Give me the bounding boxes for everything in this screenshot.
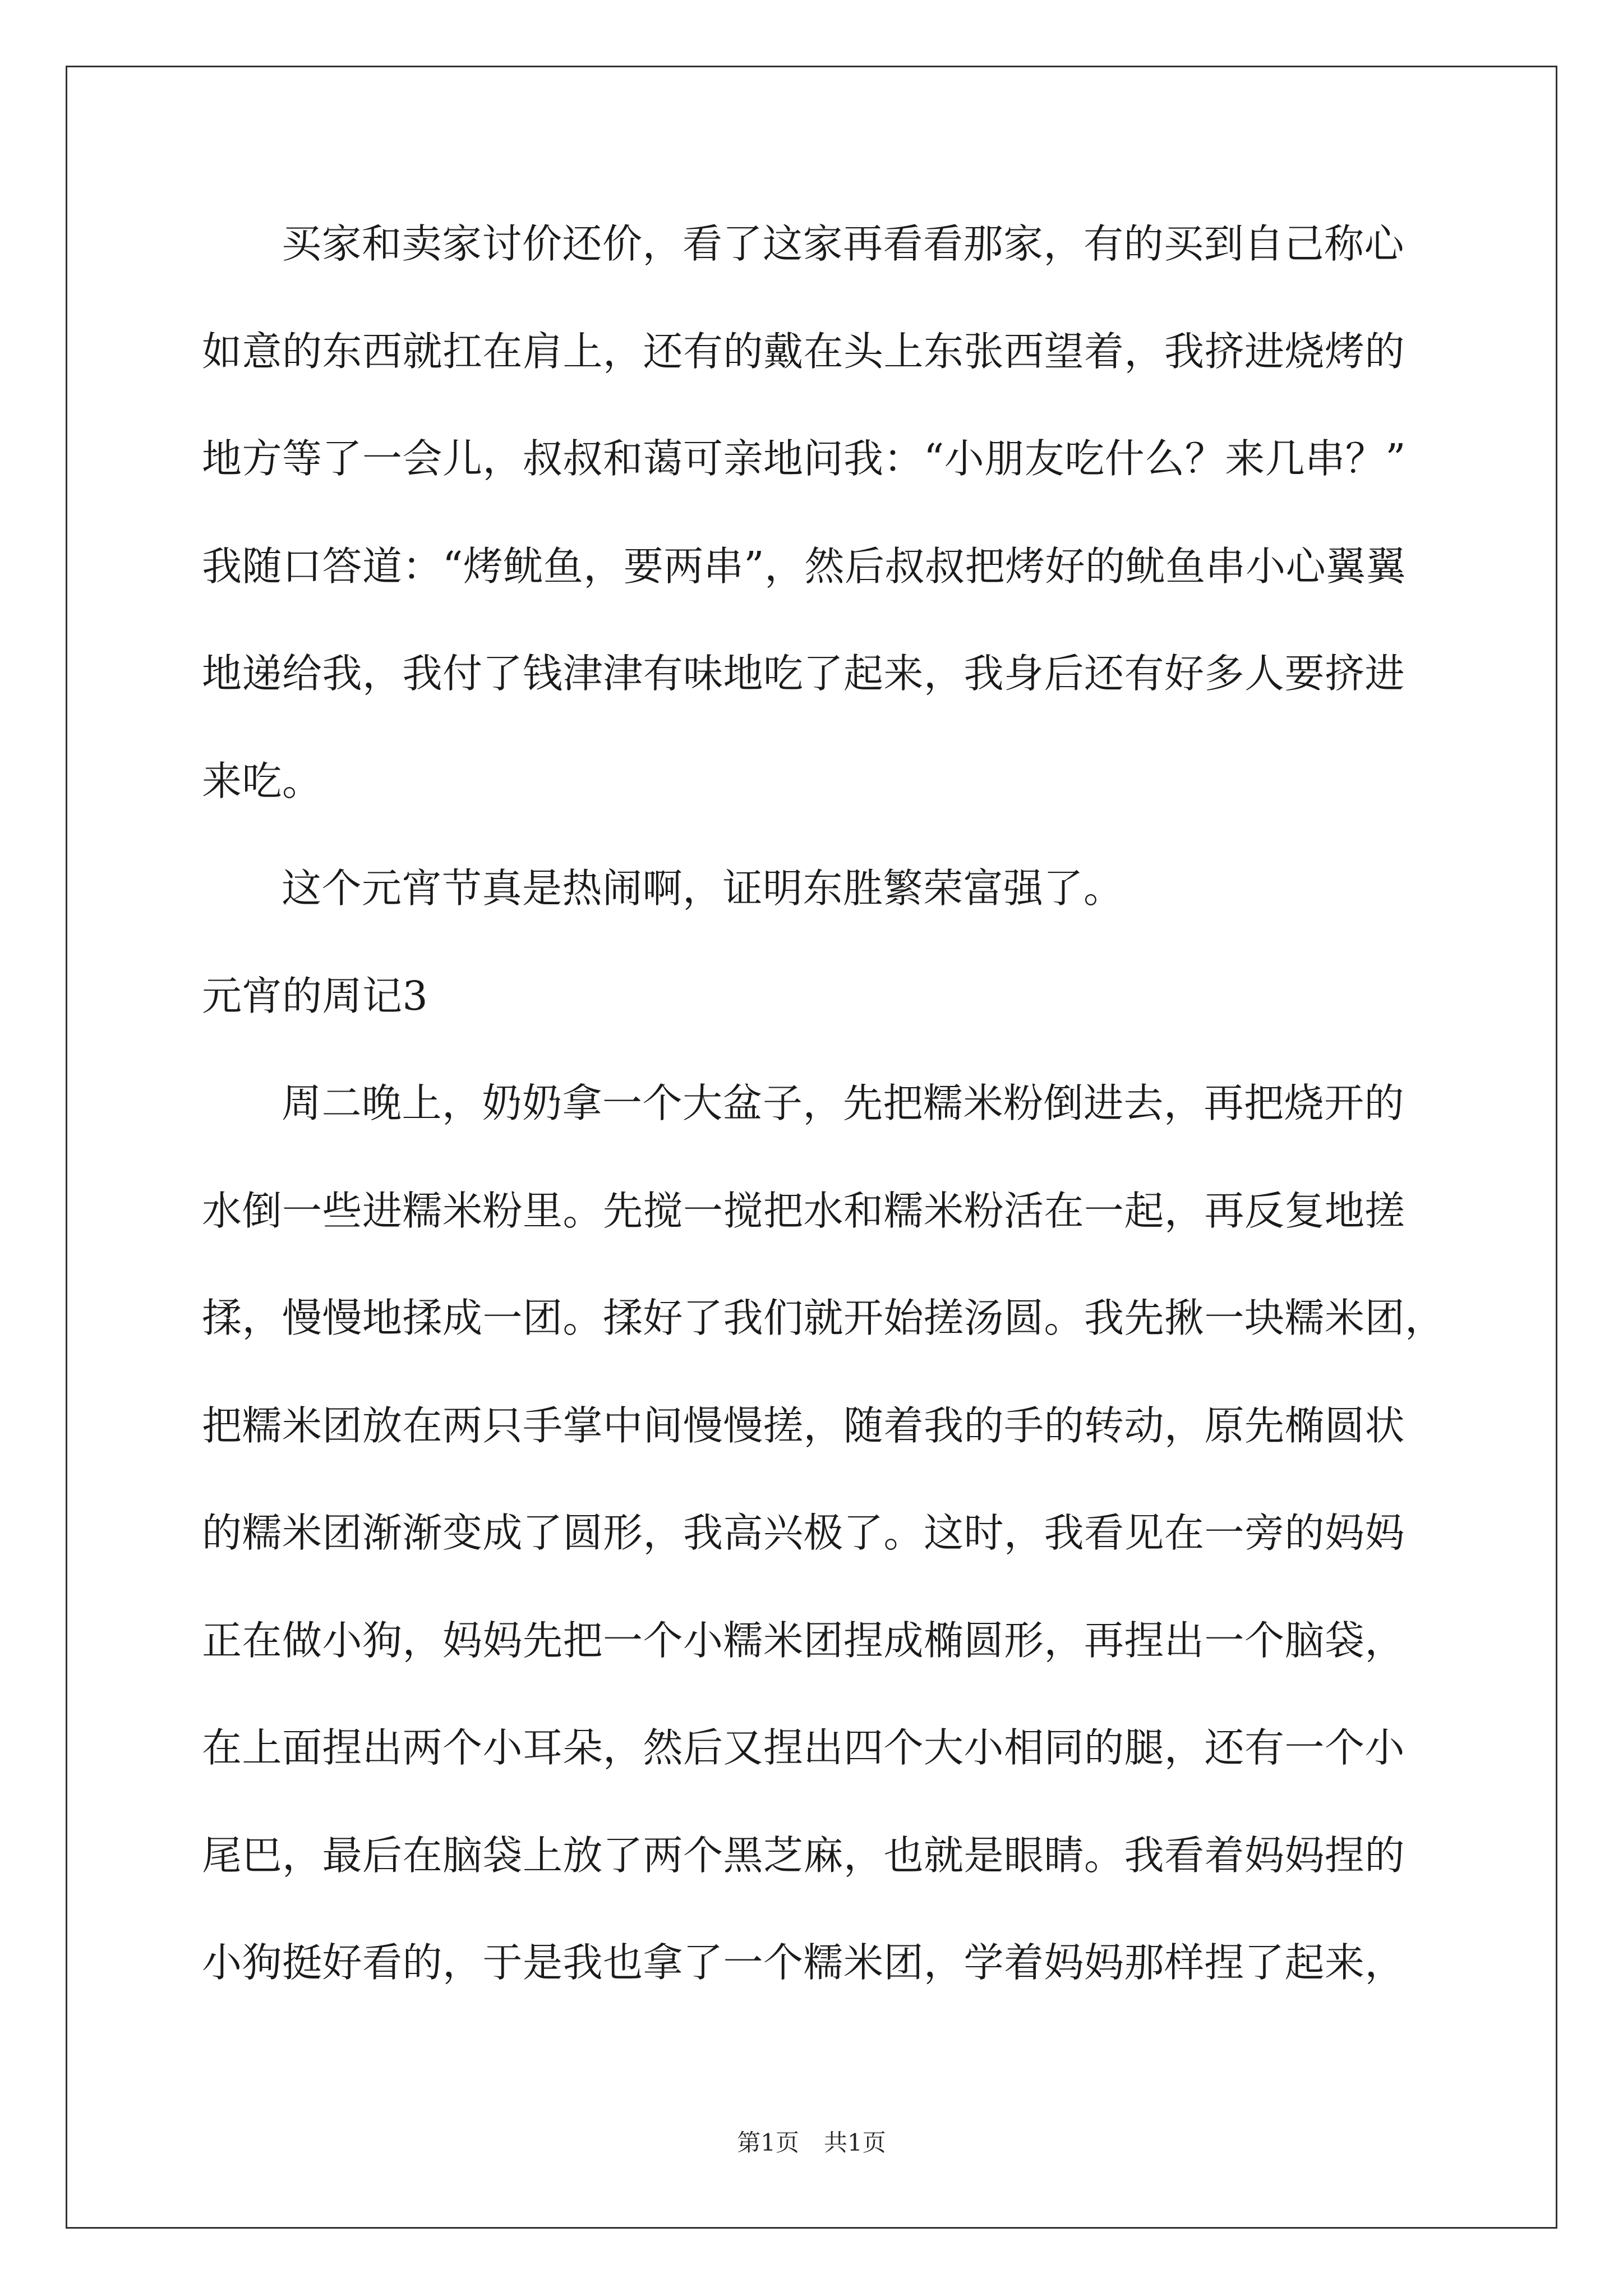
- page-total: 共1页: [824, 2129, 886, 2156]
- text-line: 地方等了一会儿，叔叔和蔼可亲地问我：“小朋友吃什么？来几串？”: [202, 435, 1407, 482]
- text-line: 的糯米团渐渐变成了圆形，我高兴极了。这时，我看见在一旁的妈妈: [202, 1510, 1405, 1556]
- page-footer: [0, 2129, 1623, 2157]
- text-line: 买家和卖家讨价还价，看了这家再看看那家，有的买到自己称心: [282, 220, 1405, 267]
- text-line: 水倒一些进糯米粉里。先搅一搅把水和糯米粉活在一起，再反复地搓: [202, 1187, 1405, 1234]
- text-line: 来吃。: [202, 757, 322, 804]
- text-line: 我随口答道：“烤鱿鱼，要两串”，然后叔叔把烤好的鱿鱼串小心翼翼: [202, 542, 1407, 590]
- text-line: 揉，慢慢地揉成一团。揉好了我们就开始搓汤圆。我先揪一块糯米团，: [202, 1295, 1445, 1341]
- text-line: 小狗挺好看的，于是我也拿了一个糯米团，学着妈妈那样捏了起来，: [202, 1939, 1405, 1986]
- text-line: 尾巴，最后在脑袋上放了两个黑芝麻，也就是眼睛。我看着妈妈捏的: [202, 1832, 1405, 1879]
- section-heading: 元宵的周记3: [202, 972, 428, 1019]
- text-line: 地递给我，我付了钱津津有味地吃了起来，我身后还有好多人要挤进: [202, 650, 1405, 697]
- text-line: 这个元宵节真是热闹啊，证明东胜繁荣富强了。: [282, 865, 1124, 912]
- text-line: 把糯米团放在两只手掌中间慢慢搓，随着我的手的转动，原先椭圆状: [202, 1402, 1405, 1449]
- text-line: 周二晚上，奶奶拿一个大盆子，先把糯米粉倒进去，再把烧开的: [282, 1080, 1405, 1126]
- page-number: 第1页: [737, 2129, 799, 2156]
- document-body: [202, 216, 1445, 2042]
- text-line: 在上面捏出两个小耳朵，然后又捏出四个大小相同的腿，还有一个小: [202, 1724, 1405, 1771]
- text-line: 如意的东西就扛在肩上，还有的戴在头上东张西望着，我挤进烧烤的: [202, 328, 1405, 375]
- text-line: 正在做小狗，妈妈先把一个小糯米团捏成椭圆形，再捏出一个脑袋，: [202, 1617, 1405, 1664]
